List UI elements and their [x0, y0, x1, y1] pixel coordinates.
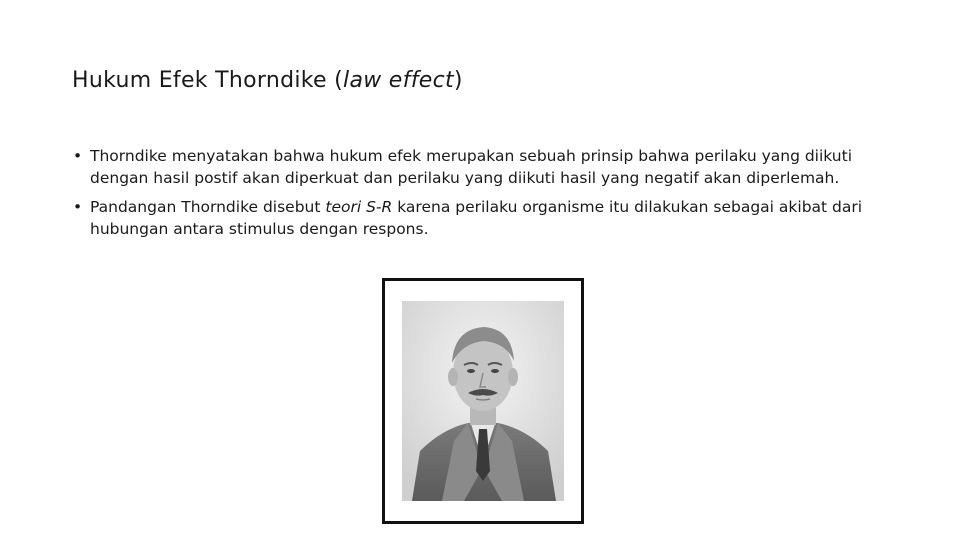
- title-italic: law effect: [343, 68, 454, 93]
- title-close: ): [453, 68, 463, 93]
- slide-title: [72, 64, 463, 98]
- title-main: Hukum Efek Thorndike (: [72, 68, 344, 93]
- bullet-list: [72, 146, 882, 248]
- portrait-illustration: [402, 301, 564, 501]
- bullet-marker: •: [73, 147, 83, 165]
- bullet-text-2-after: karena perilaku organisme itu dilakukan sebagai akibat dari hubungan antara stimulus dengan respons.: [90, 198, 863, 238]
- bullet-item-1: [72, 146, 882, 189]
- bullet-text-2-before: Pandangan Thorndike disebut: [90, 198, 326, 216]
- portrait-photo: [402, 301, 564, 501]
- bullet-text-1: Thorndike menyatakan bahwa hukum efek merupakan sebuah prinsip bahwa perilaku yang diikuti dengan hasil postif akan diperkuat dan perilaku yang diikuti hasil yang negatif akan diperlemah.: [90, 147, 853, 187]
- portrait-frame: [382, 278, 584, 524]
- bullet-marker: •: [73, 198, 83, 216]
- bullet-text-2-italic: teori S-R: [325, 198, 393, 216]
- bullet-item-2: [72, 197, 882, 240]
